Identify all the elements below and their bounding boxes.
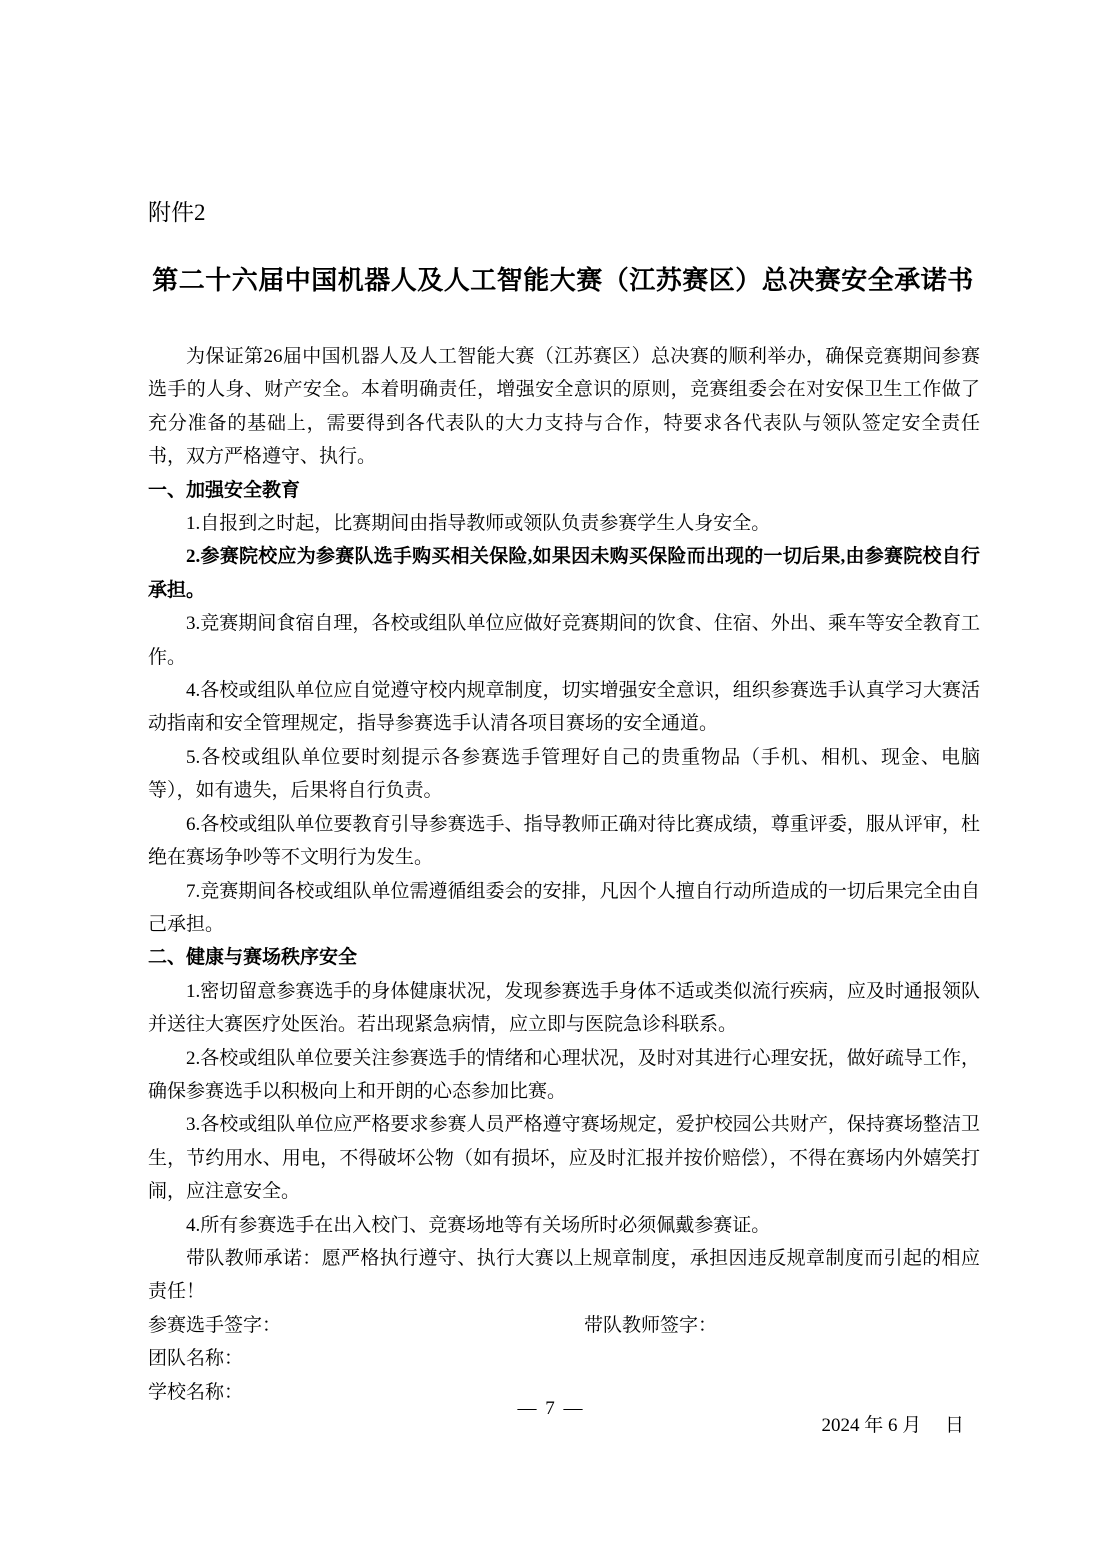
intro-paragraph: 为保证第26届中国机器人及人工智能大赛（江苏赛区）总决赛的顺利举办，确保竞赛期间参赛选手的人身、财产安全。本着明确责任，增强安全意识的原则，竞赛组委会在对安保卫生工作做了充分准备的基础上，需要得到各代表队的大力支持与合作，特要求各代表队与领队签定安全责任书，双方严格遵守、执行。 [148,346,980,468]
section-1-item-2-emphasized: 2.参赛院校应为参赛队选手购买相关保险,如果因未购买保险而出现的一切后果,由参赛院校自行承担。 [148,546,980,601]
team-name-label: 团队名称： [148,1348,244,1370]
section-1-item-7: 7.竞赛期间各校或组队单位需遵循组委会的安排，凡因个人擅自行动所造成的一切后果完全由自己承担。 [148,880,980,935]
section-1-item-1: 1.自报到之时起，比赛期间由指导教师或领队负责参赛学生人身安全。 [186,513,771,535]
player-signature-label: 参赛选手签字： [148,1314,282,1336]
document-title: 第二十六届中国机器人及人工智能大赛（江苏赛区）总决赛安全承诺书 [152,266,974,295]
attachment-label: 附件2 [148,200,206,225]
school-name-label: 学校名称： [148,1381,244,1403]
section-1-item-6: 6.各校或组队单位要教育引导参赛选手、指导教师正确对待比赛成绩，尊重评委，服从评审，杜绝在赛场争吵等不文明行为发生。 [148,813,980,869]
section-2-heading: 二、健康与赛场秩序安全 [148,947,358,969]
section-1-item-3: 3.竞赛期间食宿自理，各校或组队单位应做好竞赛期间的饮食、住宿、外出、乘车等安全教育工作。 [148,613,980,668]
section-1-item-4: 4.各校或组队单位应自觉遵守校内规章制度，切实增强安全意识，组织参赛选手认真学习大赛活动指南和安全管理规定，指导参赛选手认清各项目赛场的安全通道。 [148,680,980,735]
teacher-pledge: 带队教师承诺：愿严格执行遵守、执行大赛以上规章制度，承担因违反规章制度而引起的相应责任！ [148,1247,980,1303]
date-line: 2024 年 6 月 日 [821,1414,964,1436]
signature-row [148,1309,980,1342]
section-2-item-3: 3.各校或组队单位应严格要求参赛人员严格遵守赛场规定，爱护校园公共财产，保持赛场整洁卫生，节约用水、用电，不得破坏公物（如有损坏，应及时汇报并按价赔偿），不得在赛场内外嬉笑打闹，应注意安全。 [148,1114,980,1203]
section-2-item-4: 4.所有参赛选手在出入校门、竞赛场地等有关场所时必须佩戴参赛证。 [186,1214,771,1236]
page-number: — 7 — [517,1398,585,1419]
section-1-heading: 一、加强安全教育 [148,479,301,501]
section-1-item-5: 5.各校或组队单位要时刻提示各参赛选手管理好自己的贵重物品（手机、相机、现金、电脑等），如有遗失，后果将自行负责。 [148,746,980,802]
section-2-item-1: 1.密切留意参赛选手的身体健康状况，发现参赛选手身体不适或类似流行疾病，应及时通报领队并送往大赛医疗处医治。若出现紧急病情，应立即与医院急诊科联系。 [148,980,980,1036]
section-2-item-2: 2.各校或组队单位要关注参赛选手的情绪和心理状况，及时对其进行心理安抚，做好疏导工作，确保参赛选手以积极向上和开朗的心态参加比赛。 [148,1047,980,1102]
teacher-signature-label: 带队教师签字： [584,1314,718,1336]
document-body [148,340,980,1442]
